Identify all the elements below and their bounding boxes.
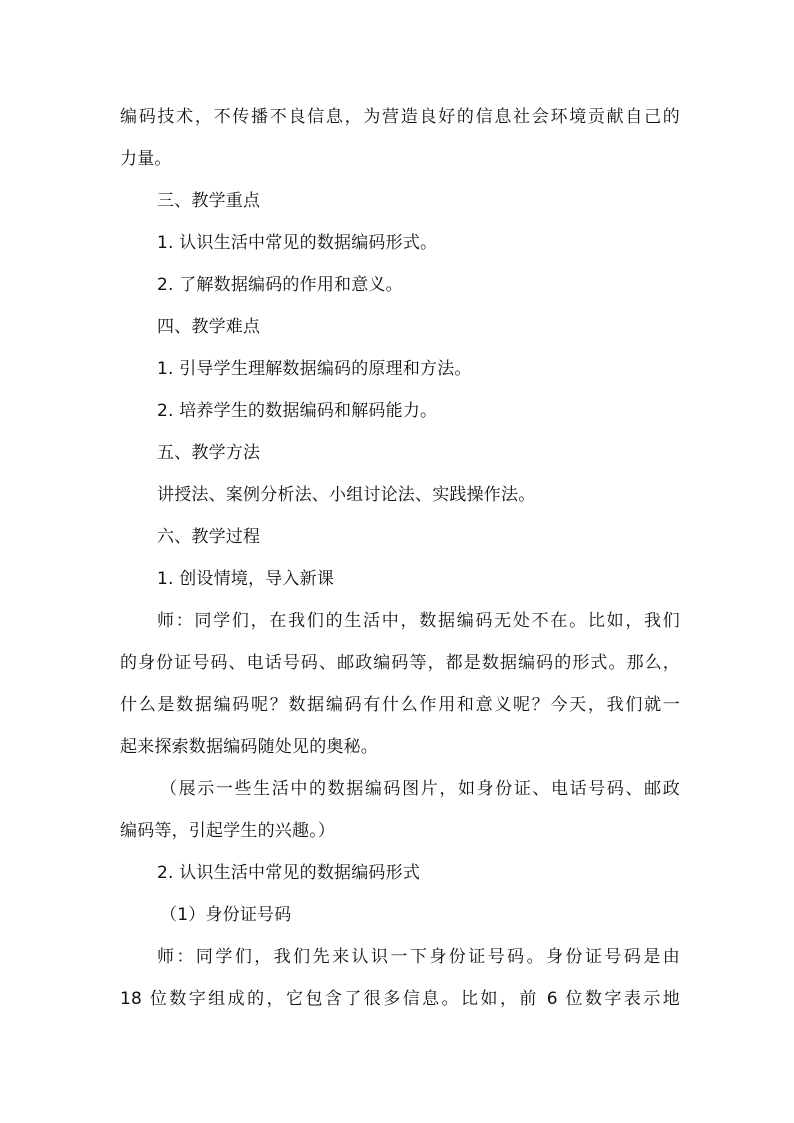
paragraph-line: 编码技术，不传播不良信息，为营造良好的信息社会环境贡献自己的 xyxy=(120,107,680,127)
paragraph-line: 编码等，引起学生的兴趣。） xyxy=(120,821,336,841)
paragraph-line: 师：同学们，在我们的生活中，数据编码无处不在。比如，我们 xyxy=(157,611,680,631)
paragraph-line: 力量。 xyxy=(120,149,172,169)
section-heading: 六、教学过程 xyxy=(157,527,261,547)
section-heading: 三、教学重点 xyxy=(157,191,261,211)
paragraph-line: 的身份证号码、电话号码、邮政编码等，都是数据编码的形式。那么， xyxy=(120,653,680,673)
section-heading: 四、教学难点 xyxy=(157,317,261,337)
subsection-heading: 2. 认识生活中常见的数据编码形式 xyxy=(157,863,421,883)
paragraph-line: 起来探索数据编码随处见的奥秘。 xyxy=(120,737,378,757)
paragraph-line: 18 位数字组成的，它包含了很多信息。比如，前 6 位数字表示地 xyxy=(120,989,680,1009)
subsection-heading: 1. 创设情境，导入新课 xyxy=(157,569,335,589)
subsection-heading: （1）身份证号码 xyxy=(160,905,292,925)
list-item: 2. 了解数据编码的作用和意义。 xyxy=(157,275,403,295)
paragraph-line: 什么是数据编码呢？数据编码有什么作用和意义呢？今天，我们就一 xyxy=(120,695,680,715)
paragraph-line: 师：同学们，我们先来认识一下身份证号码。身份证号码是由 xyxy=(157,947,680,967)
list-item: 2. 培养学生的数据编码和解码能力。 xyxy=(157,401,438,421)
list-item: 1. 认识生活中常见的数据编码形式。 xyxy=(157,233,438,253)
section-heading: 五、教学方法 xyxy=(157,443,261,463)
list-item: 1. 引导学生理解数据编码的原理和方法。 xyxy=(157,359,472,379)
paragraph-line: （展示一些生活中的数据编码图片，如身份证、电话号码、邮政 xyxy=(160,779,680,799)
paragraph-line: 讲授法、案例分析法、小组讨论法、实践操作法。 xyxy=(157,485,536,505)
